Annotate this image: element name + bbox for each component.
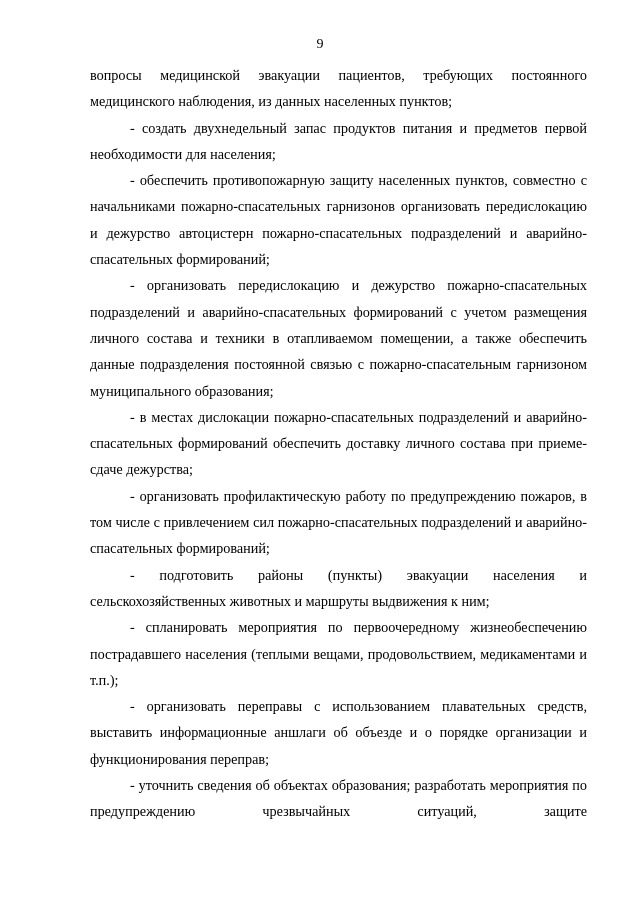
paragraph-2: - создать двухнедельный запас продуктов питания и предметов первой необходимости для населения; (90, 120, 587, 163)
paragraph-5: - в местах дислокации пожарно-спасательных подразделений и аварийно-спасательных формирований обеспечить доставку личного состава при приеме-сдаче дежурства; (90, 409, 587, 479)
paragraph-3: - обеспечить противопожарную защиту населенных пунктов, совместно с начальниками пожарно-спасательных гарнизонов организовать передислокацию и дежурство автоцистерн пожарно-спасательных подразделений и аварийно-спасательных формирований; (90, 173, 587, 269)
document-body (90, 63, 587, 826)
paragraph-9: - организовать переправы с использованием плавательных средств, выставить информационные аншлаги об объезде и о порядке организации и функционирования переправ; (90, 699, 587, 768)
paragraph-4: - организовать передислокацию и дежурство пожарно-спасательных подразделений и аварийно-спасательных формирований с учетом размещения личного состава и техники в отапливаемом помещении, а также обеспечить данные подразделения постоянной связью с пожарно-спасательным гарнизоном муниципального образования; (90, 278, 587, 400)
paragraph-7: - подготовить районы (пункты) эвакуации населения и сельскохозяйственных животных и маршруты выдвижения к ним; (90, 567, 587, 610)
paragraph-6: - организовать профилактическую работу по предупреждению пожаров, в том числе с привлечением сил пожарно-спасательных подразделений и аварийно-спасательных формирований; (90, 488, 587, 558)
paragraph-8: - спланировать мероприятия по первоочередному жизнеобеспечению пострадавшего населения (теплыми вещами, продовольствием, медикаментами и т.п.); (90, 620, 587, 689)
paragraph-1: вопросы медицинской эвакуации пациентов, требующих постоянного медицинского наблюдения, из данных населенных пунктов; (90, 68, 587, 111)
page-number: 9 (316, 37, 324, 52)
paragraph-10: - уточнить сведения об объектах образования; разработать мероприятия по предупреждению чрезвычайных ситуаций, защите (90, 778, 587, 821)
